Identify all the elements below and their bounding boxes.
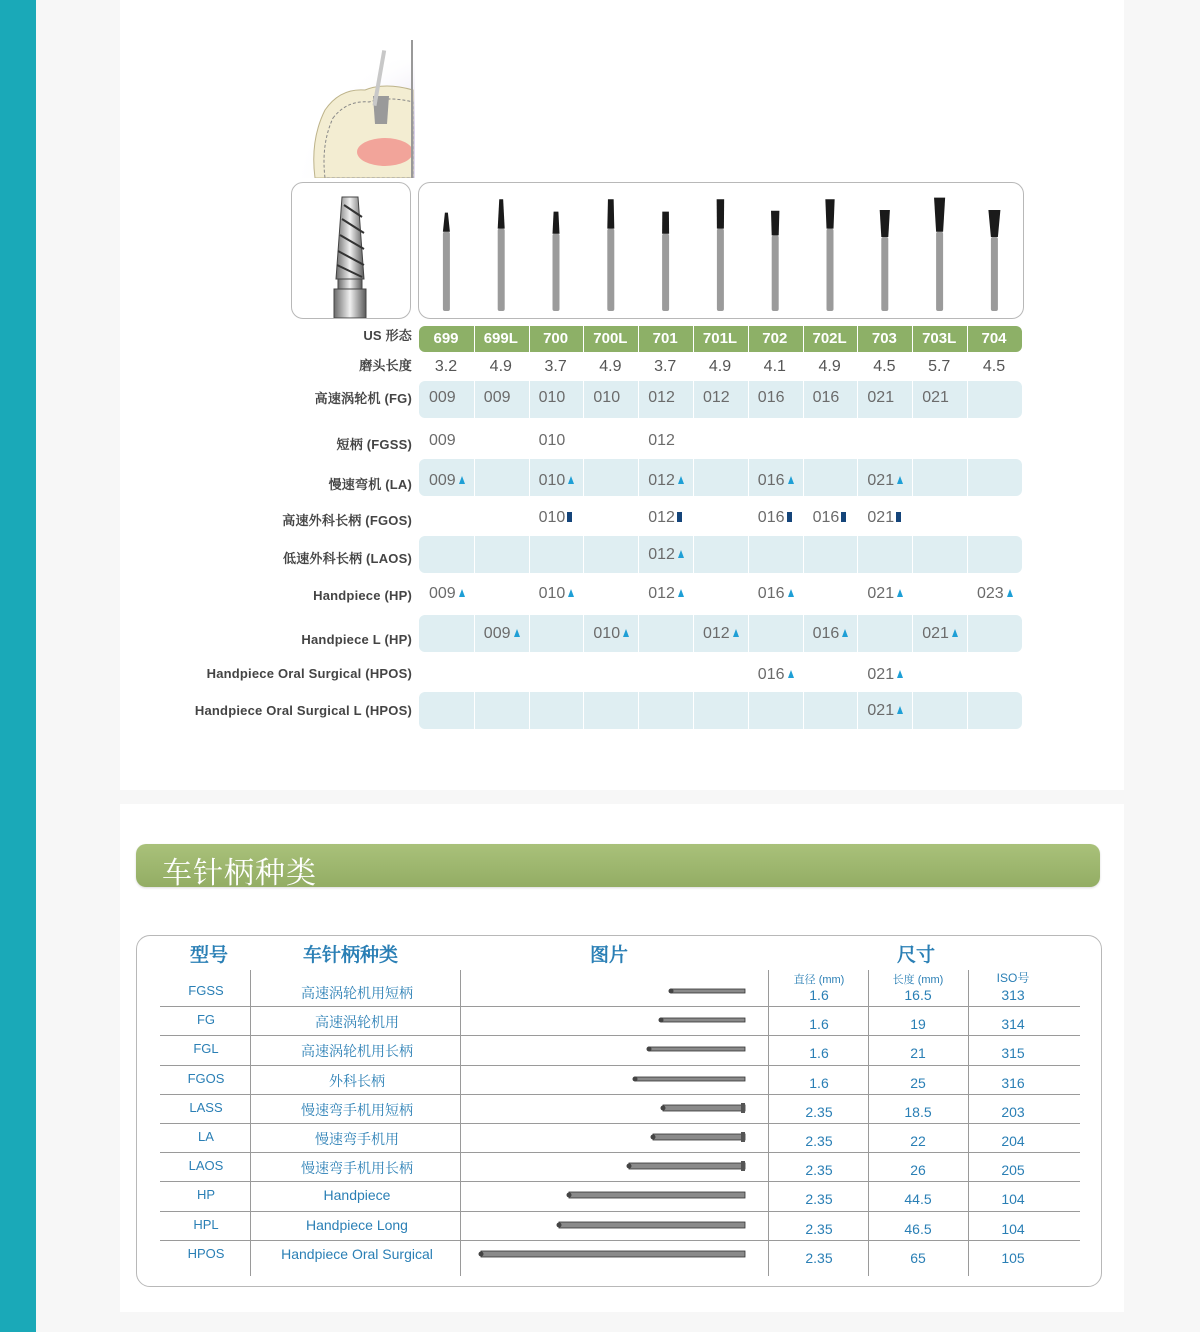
bur-drawing: [934, 198, 945, 311]
shank-code: LAOS: [188, 1158, 224, 1174]
bottom-gap: [114, 1312, 1124, 1332]
shank-diameter: 1.6: [809, 1045, 829, 1062]
triangle-marker-icon: [678, 589, 684, 597]
grid-cell-fgss: [648, 432, 703, 450]
head-length-cell: 5.7: [928, 358, 951, 375]
row-divider: [160, 1094, 1080, 1095]
shank-code: HPOS: [187, 1245, 225, 1261]
us-shape-cell: 703L: [922, 330, 957, 347]
triangle-marker-icon: [623, 629, 629, 637]
shank-code: LASS: [189, 1099, 223, 1115]
grid-cell-value: 010: [538, 389, 566, 406]
shank-picture: [657, 1014, 749, 1026]
grid-cell-fg: [703, 389, 758, 407]
grid-cell-value: 023: [977, 585, 1004, 602]
row-divider: [160, 1006, 1080, 1007]
shank-name: 慢速弯手机用: [315, 1131, 399, 1147]
grid-cell-value: 010: [538, 432, 566, 449]
shank-diameter: 1.6: [809, 1074, 829, 1091]
grid-cell-hpl: [484, 625, 539, 643]
head-length-cell: 4.5: [873, 358, 896, 375]
row-divider: [160, 1123, 1080, 1124]
grid-cell-value: 016: [757, 585, 785, 602]
shank-length: 19: [910, 1016, 926, 1033]
grid-cell-fg: [758, 389, 813, 407]
head-length-cell: 3.2: [434, 358, 458, 375]
grid-cell-fg: [922, 389, 977, 407]
row-divider: [160, 1181, 1080, 1182]
triangle-marker-icon: [897, 670, 903, 678]
grid-cell-hp: [648, 585, 703, 603]
header-type: 车针柄种类: [303, 945, 399, 966]
grid-cell-fgos: [758, 509, 813, 527]
column-separator: [857, 459, 858, 496]
shank-length: 18.5: [904, 1103, 932, 1120]
shank-name: 慢速弯手机用长柄: [301, 1160, 413, 1177]
row-band-laos: [419, 536, 1022, 573]
grid-cell-hpl: [703, 625, 758, 643]
shank-picture: [659, 1102, 749, 1114]
grid-cell-value: 012: [648, 585, 675, 602]
shank-name: 高速涡轮机用: [315, 1014, 399, 1031]
shank-length: 44.5: [904, 1191, 932, 1208]
triangle-marker-icon: [788, 589, 794, 597]
grid-cell-la: [539, 472, 594, 490]
label-hposl: Handpiece Oral Surgical L (HPOS): [194, 703, 412, 718]
row-band-hposl: [419, 692, 1022, 729]
shank-picture: [555, 1219, 749, 1231]
shank-picture: [631, 1073, 749, 1085]
label-hpos: Handpiece Oral Surgical (HPOS): [206, 666, 412, 681]
column-separator: [693, 692, 694, 729]
column-separator: [912, 615, 913, 652]
column-separator: [583, 692, 584, 729]
us-shape-cell: 700: [543, 330, 569, 347]
column-separator: [748, 692, 749, 729]
us-shape-cell: 702L: [812, 330, 847, 347]
triangle-marker-icon: [1007, 589, 1013, 597]
triangle-marker-icon: [568, 476, 574, 484]
header-size: 尺寸: [897, 945, 936, 966]
column-separator: [967, 536, 968, 573]
grid-cell-value: 016: [812, 389, 840, 406]
triangle-marker-icon: [459, 476, 465, 484]
panel-gap: [114, 790, 1124, 804]
label-fgss: 短柄 (FGSS): [336, 437, 412, 452]
grid-cell-hpl: [593, 625, 648, 643]
grid-cell-value: 010: [593, 625, 621, 642]
triangle-marker-icon: [897, 706, 903, 714]
shank-length: 22: [910, 1133, 926, 1149]
left-accent-bar: [0, 0, 36, 1332]
grid-cell-fg: [484, 389, 539, 407]
label-fgos: 高速外科长柄 (FGOS): [282, 513, 412, 528]
grid-cell-fgos: [813, 509, 868, 527]
shank-code: FGSS: [188, 983, 224, 998]
shank-diameter: 1.6: [809, 987, 829, 1003]
column-separator: [803, 536, 804, 573]
grid-cell-value: 010: [538, 509, 566, 526]
grid-cell-fg: [593, 389, 648, 407]
shank-iso: 105: [1001, 1249, 1025, 1266]
shank-length: 46.5: [904, 1220, 932, 1237]
triangle-marker-icon: [842, 629, 848, 637]
grid-cell-hp: [977, 585, 1032, 603]
us-shape-cell: 700L: [593, 330, 628, 347]
triangle-marker-icon: [678, 476, 684, 484]
bur-drawing: [825, 199, 834, 311]
us-shape-cell: 702: [762, 330, 788, 347]
grid-cell-hpos: [867, 666, 922, 684]
column-separator: [748, 536, 749, 573]
grid-cell-value: 016: [757, 472, 785, 489]
column-separator: [474, 692, 475, 729]
label-head-length: 磨头长度: [359, 358, 412, 373]
bur-shapes-image: [419, 183, 1023, 318]
triangle-marker-icon: [897, 476, 903, 484]
shank-code: FGOS: [187, 1070, 225, 1086]
head-length-cell: 4.9: [818, 358, 841, 375]
shank-picture: [649, 1131, 749, 1143]
grid-cell-la: [648, 472, 703, 490]
bur-drawing: [443, 213, 450, 311]
head-length-cell: 4.5: [982, 358, 1006, 375]
shank-code: HPL: [193, 1216, 219, 1232]
triangle-marker-icon: [952, 629, 958, 637]
row-divider: [160, 1035, 1080, 1036]
shank-picture: [565, 1189, 749, 1201]
column-separator: [748, 459, 749, 496]
grid-cell-value: 021: [922, 625, 949, 642]
grid-cell-value: 021: [867, 509, 895, 526]
grid-cell-value: 012: [648, 389, 675, 406]
shank-length: 21: [910, 1045, 926, 1062]
grid-cell-value: 021: [867, 666, 895, 683]
shank-length: 65: [910, 1249, 926, 1266]
column-separator: [529, 459, 530, 496]
shank-diameter: 2.35: [805, 1133, 833, 1149]
triangle-marker-icon: [788, 476, 794, 484]
right-margin: [1124, 0, 1200, 1332]
label-la: 慢速弯机 (LA): [328, 477, 412, 492]
grid-cell-value: 016: [757, 666, 785, 683]
shank-name: 高速涡轮机用长柄: [301, 1043, 413, 1060]
head-length-cell: 3.7: [654, 358, 677, 375]
grid-cell-value: 021: [867, 472, 895, 489]
shank-picture: [645, 1043, 749, 1055]
shank-length: 26: [910, 1162, 926, 1179]
column-separator: [857, 536, 858, 573]
shank-diameter: 2.35: [805, 1103, 833, 1120]
row-divider: [160, 1152, 1080, 1153]
row-divider: [160, 1065, 1080, 1066]
column-separator: [583, 615, 584, 652]
grid-cell-value: 021: [867, 389, 895, 406]
label-fg: 高速涡轮机 (FG): [314, 391, 412, 406]
grid-cell-value: 021: [922, 389, 949, 406]
shank-code: FG: [196, 1012, 216, 1028]
shank-iso: 316: [1001, 1074, 1025, 1091]
column-separator: [638, 692, 639, 729]
shank-iso: 204: [1001, 1133, 1025, 1149]
header-length: 长度 (mm): [892, 974, 944, 986]
grid-cell-fgos: [648, 509, 703, 527]
label-laos: 低速外科长柄 (LAOS): [283, 551, 412, 566]
head-length-cell: 4.9: [489, 358, 512, 375]
shank-diameter: 2.35: [805, 1249, 833, 1266]
grid-cell-value: 016: [812, 509, 840, 526]
column-separator: [803, 692, 804, 729]
shank-picture: [667, 985, 749, 997]
bur-drawing: [607, 199, 614, 311]
square-marker-icon: [896, 512, 901, 522]
label-us-shape: US 形态: [363, 328, 412, 343]
grid-cell-value: 021: [867, 585, 895, 602]
grid-cell-value: 010: [593, 389, 621, 406]
column-separator: [529, 536, 530, 573]
header-picture: 图片: [590, 945, 629, 966]
column-separator: [967, 692, 968, 729]
grid-cell-value: 021: [867, 702, 895, 719]
head-length-cell: 4.1: [763, 358, 786, 375]
square-marker-icon: [567, 512, 572, 522]
grid-cell-hp: [539, 585, 594, 603]
shank-iso: 203: [1001, 1103, 1025, 1120]
left-margin: [36, 0, 120, 1332]
shank-picture: [477, 1248, 749, 1260]
column-separator: [474, 536, 475, 573]
shank-name: Handpiece Oral Surgical: [281, 1245, 433, 1262]
us-shape-cell: 699L: [483, 330, 518, 347]
bur-drawing: [662, 212, 669, 311]
bur-closeup-image: [292, 183, 410, 318]
grid-cell-hp: [867, 585, 922, 603]
section-title: 车针柄种类: [162, 857, 317, 890]
grid-cell-fg: [539, 389, 594, 407]
column-separator: [803, 615, 804, 652]
shank-code: FGL: [193, 1041, 219, 1057]
grid-cell-fg: [648, 389, 703, 407]
grid-cell-value: 009: [429, 585, 456, 602]
grid-cell-laos: [648, 546, 703, 564]
grid-cell-fgss: [539, 432, 594, 450]
grid-cell-fgss: [429, 432, 484, 450]
grid-cell-value: 009: [429, 472, 456, 489]
head-length-cell: 4.9: [708, 358, 732, 375]
grid-cell-hp: [429, 585, 484, 603]
grid-cell-hpl: [813, 625, 868, 643]
bur-drawing: [717, 199, 725, 311]
grid-cell-hpl: [922, 625, 977, 643]
shank-name: Handpiece Long: [306, 1216, 408, 1233]
shank-picture: [625, 1160, 749, 1172]
shank-length: 16.5: [904, 987, 932, 1003]
grid-cell-value: 010: [538, 585, 566, 602]
shank-iso: 315: [1001, 1045, 1025, 1062]
column-separator: [967, 459, 968, 496]
shank-code: LA: [198, 1129, 214, 1144]
grid-cell-value: 012: [703, 389, 730, 406]
grid-cell-value: 012: [648, 432, 675, 449]
grid-cell-value: 009: [483, 625, 511, 642]
triangle-marker-icon: [514, 629, 520, 637]
shank-diameter: 2.35: [805, 1191, 833, 1208]
grid-cell-value: 010: [538, 472, 566, 489]
header-diameter: 直径 (mm): [793, 974, 845, 986]
shank-name: Handpiece: [323, 1187, 391, 1204]
header-model: 型号: [190, 945, 229, 966]
row-divider: [160, 1240, 1080, 1241]
head-length-cell: 3.7: [544, 358, 567, 375]
triangle-marker-icon: [459, 589, 465, 597]
shank-iso: 205: [1001, 1162, 1025, 1179]
bur-shapes-frame: [418, 182, 1024, 319]
shank-name: 慢速弯手机用短柄: [301, 1101, 413, 1118]
grid-cell-value: 012: [648, 509, 675, 526]
grid-cell-value: 016: [812, 625, 840, 642]
grid-cell-hpos: [758, 666, 813, 684]
label-hpl: Handpiece L (HP): [301, 632, 412, 647]
shank-iso: 104: [1001, 1191, 1025, 1208]
shank-iso: 314: [1001, 1016, 1025, 1033]
grid-cell-fgos: [867, 509, 922, 527]
shank-diameter: 2.35: [805, 1220, 833, 1237]
bur-drawing: [553, 212, 560, 311]
grid-cell-value: 012: [703, 625, 730, 642]
shank-iso: 313: [1001, 987, 1025, 1003]
shank-name: 高速涡轮机用短柄: [301, 985, 413, 1001]
column-separator: [474, 615, 475, 652]
bur-closeup-frame: [291, 182, 411, 319]
bur-drawing: [880, 210, 890, 311]
triangle-marker-icon: [897, 589, 903, 597]
us-shape-cell: 704: [981, 330, 1007, 347]
column-separator: [857, 692, 858, 729]
bur-drawing: [988, 210, 1000, 311]
grid-cell-value: 009: [429, 432, 456, 449]
grid-cell-value: 012: [648, 472, 675, 489]
us-shape-cell: 699: [433, 330, 459, 347]
us-shape-cell: 701: [652, 330, 678, 347]
column-separator: [529, 692, 530, 729]
shank-diameter: 1.6: [809, 1016, 829, 1033]
grid-cell-la: [867, 472, 922, 490]
grid-cell-la: [429, 472, 484, 490]
us-shape-cell: 701L: [702, 330, 738, 347]
bur-drawing: [771, 211, 779, 311]
row-divider: [160, 1211, 1080, 1212]
triangle-marker-icon: [678, 550, 684, 558]
us-shape-cell: 703: [871, 330, 897, 347]
column-separator: [912, 536, 913, 573]
column-separator: [638, 536, 639, 573]
triangle-marker-icon: [788, 670, 794, 678]
square-marker-icon: [841, 512, 846, 522]
grid-cell-value: 016: [757, 509, 785, 526]
section-header: [136, 844, 1100, 890]
shank-iso: 104: [1001, 1220, 1025, 1237]
grid-cell-value: 009: [429, 389, 456, 406]
header-iso: ISO号: [996, 971, 1030, 985]
grid-cell-hp: [758, 585, 813, 603]
column-separator: [638, 459, 639, 496]
grid-cell-fg: [429, 389, 484, 407]
shank-name: 外科长柄: [329, 1072, 385, 1089]
column-separator: [583, 536, 584, 573]
square-marker-icon: [677, 512, 682, 522]
grid-cell-value: 012: [648, 546, 675, 563]
grid-cell-value: 009: [483, 389, 511, 406]
shank-length: 25: [910, 1074, 926, 1091]
shank-code: HP: [196, 1187, 216, 1203]
square-marker-icon: [787, 512, 792, 522]
triangle-marker-icon: [733, 629, 739, 637]
grid-cell-value: 016: [757, 389, 785, 406]
grid-cell-fg: [813, 389, 868, 407]
column-separator: [693, 615, 694, 652]
tooth-illustration: [285, 40, 415, 178]
grid-cell-fg: [867, 389, 922, 407]
head-length-cell: 4.9: [599, 358, 622, 375]
grid-cell-hposl: [867, 702, 922, 720]
grid-cell-la: [758, 472, 813, 490]
triangle-marker-icon: [568, 589, 574, 597]
row-band-la: [419, 459, 1022, 496]
shank-diameter: 2.35: [805, 1162, 833, 1179]
grid-cell-fgos: [539, 509, 594, 527]
bur-drawing: [498, 199, 505, 311]
label-hp: Handpiece (HP): [313, 588, 412, 603]
